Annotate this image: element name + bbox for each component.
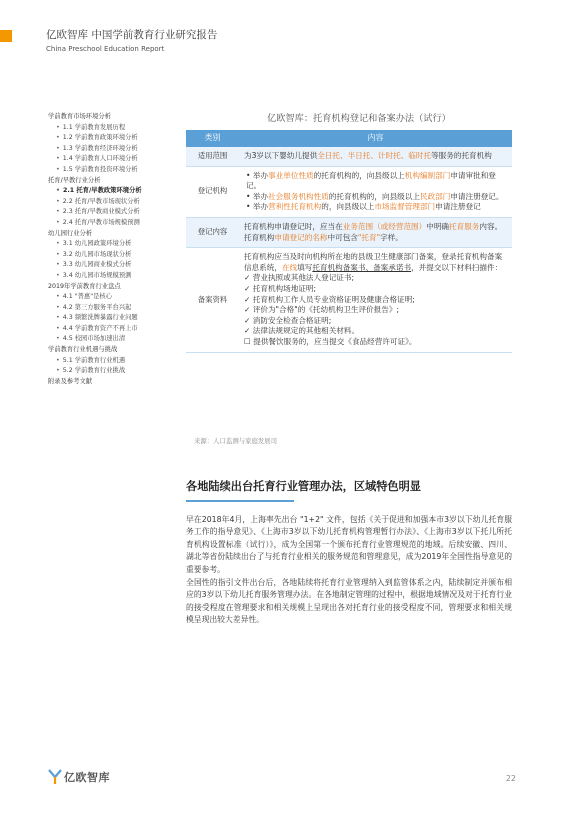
highlighted-text: 社会服务机构性质 bbox=[268, 191, 329, 201]
checklist-item: ✓ 评价为"合格"的《托幼机构卫生评价报告》; bbox=[244, 305, 400, 315]
toc-section[interactable]: 学前教育市场环境分析 bbox=[48, 113, 111, 120]
check-icon: ✓ bbox=[244, 273, 253, 283]
logo-text: 亿欧智库 bbox=[64, 771, 110, 784]
toc-item[interactable]: • 4.2 第三方服务平台兴起 bbox=[48, 303, 176, 314]
highlighted-text: 机构编制部门 bbox=[404, 170, 451, 180]
highlighted-text: 托育服务 bbox=[449, 221, 480, 231]
row-category: 登记内容 bbox=[186, 217, 239, 247]
toc-item[interactable]: • 4.3 频繁洗牌暴露行业问题 bbox=[48, 313, 176, 324]
toc-item[interactable]: • 5.1 学前教育行业机遇 bbox=[48, 356, 176, 367]
toc-item[interactable]: • 4.4 学前教育资产不再上市 bbox=[48, 324, 176, 335]
source-note: 来源：人口监测与家庭发展司 bbox=[194, 437, 278, 445]
section-heading: 各地陆续出台托育行业管理办法，区域特色明显 bbox=[186, 480, 421, 493]
paragraph: 早在2018年4月，上海率先出台 "1+2" 文件，包括《关于促进和加强本市3岁以下幼儿托育服务工作的指导意见》、《上海市3岁以下幼儿托育机构管理暂行办法》、《上海市3岁以下托儿所托育机构设置标准（试行）》，成为全国第一个颁布托育行业管理规范的地域。后续安徽、四川、湖北等省份陆续出台了与托育行业相关的服务规范和管理意见，成为2019年全国性指导意见的重要参考。 bbox=[186, 515, 512, 574]
highlighted-text: 全日托、半日托、计时托、临时托 bbox=[317, 151, 432, 160]
checklist-item: ✓ 法律法规规定的其他相关材料。 bbox=[244, 326, 360, 336]
check-icon: ✓ bbox=[244, 305, 253, 315]
toc-item[interactable]: • 1.5 学前教育投资环境分析 bbox=[48, 165, 176, 176]
row-category: 适用范围 bbox=[186, 147, 239, 166]
toc-item[interactable]: • 1.1 学前教育发展历程 bbox=[48, 123, 176, 134]
row-category: 登记机构 bbox=[186, 166, 239, 217]
column-header-content: 内容 bbox=[239, 130, 512, 147]
row-content bbox=[239, 166, 512, 217]
highlighted-text: 业务范围（或经营范围） bbox=[342, 221, 427, 231]
row-content: 为3岁以下婴幼儿提供全日托、半日托、计时托、临时托等服务的托育机构 bbox=[239, 147, 512, 166]
highlighted-text: 民政部门 bbox=[419, 191, 451, 201]
checklist-item: ✓ 营业执照或其他法人登记证书; bbox=[244, 273, 355, 283]
page-number: 22 bbox=[505, 774, 516, 783]
toc-section[interactable]: 附录及参考文献 bbox=[48, 377, 93, 385]
highlighted-text: 市场监督管理部门 bbox=[374, 202, 436, 212]
toc-item[interactable]: • 3.2 幼儿园市场现状分析 bbox=[48, 250, 176, 261]
toc-item[interactable]: • 2.4 托育/早教市场规模预测 bbox=[48, 218, 176, 229]
table-of-contents bbox=[48, 112, 176, 387]
toc-item[interactable]: • 4.1 "普惠"是核心 bbox=[48, 292, 176, 303]
table-title: 亿欧智库：托育机构登记和备案办法（试行） bbox=[267, 113, 451, 124]
yiou-logo-icon bbox=[48, 769, 62, 785]
table-row-scope bbox=[186, 147, 512, 166]
table-row-content bbox=[186, 217, 512, 247]
column-header-category: 类别 bbox=[186, 130, 239, 147]
check-icon: ✓ bbox=[244, 315, 253, 325]
toc-item[interactable]: • 1.2 学前教育政策环境分析 bbox=[48, 133, 176, 144]
filing-intro: 托育机构应当及时向机构所在地的县级卫生健康部门备案，登录托育机构备案信息系统，在线填写托育机构备案书、备案承诺书，并提交以下材料扫描件： bbox=[244, 252, 503, 272]
paragraph: 全国性的指引文件出台后，各地陆续将托育行业管理纳入到监管体系之内，陆续制定并颁布相应的3岁以下幼儿托育服务管理办法。在各地制定管理的过程中，根据地域情况及对于托育行业的接受程度在管理要求和相关规模上呈现出各对托育行业的接受程度不同，管理要求和相关规模呈现出较大差异性。 bbox=[186, 578, 512, 625]
toc-item[interactable]: • 5.2 学前教育行业挑战 bbox=[48, 366, 176, 377]
bullet-item: • 举办营利性托育机构的，向县级以上市场监督管理部门申请注册登记 bbox=[246, 202, 481, 212]
toc-item[interactable]: • 3.1 幼儿园政策环境分析 bbox=[48, 239, 176, 250]
body-text bbox=[186, 514, 512, 628]
toc-section[interactable]: 2019年学前教育行业盘点 bbox=[48, 282, 121, 290]
highlighted-text: 在线 bbox=[281, 262, 298, 272]
checklist-item: ✓ 托育机构工作人员专业资格证明及健康合格证明; bbox=[244, 294, 415, 304]
highlighted-text: 申请登记的名称 bbox=[274, 232, 328, 242]
check-icon: ✓ bbox=[244, 283, 253, 293]
row-category: 备案资料 bbox=[186, 248, 239, 352]
highlighted-text: "托育" bbox=[357, 232, 381, 242]
bullet-item: • 举办社会服务机构性质的托育机构的，向县级以上民政部门申请注册登记。 bbox=[246, 191, 504, 201]
bullet-item: • 举办事业单位性质的托育机构的，向县级以上机构编制部门申请审批和登记。 bbox=[246, 170, 496, 191]
highlighted-text: 事业单位性质 bbox=[268, 170, 314, 180]
toc-item[interactable]: • 1.3 学前教育经济环境分析 bbox=[48, 144, 176, 155]
toc-section[interactable]: 托育/早教行业分析 bbox=[48, 176, 101, 184]
report-header-subtitle: China Preschool Education Report bbox=[46, 45, 165, 53]
toc-item[interactable]: • 2.1 托育/早教政策环境分析 bbox=[48, 186, 176, 197]
checklist-item: ✓ 消防安全检查合格证明; bbox=[244, 315, 332, 325]
highlighted-text: 营利性托育机构 bbox=[268, 202, 322, 212]
checkbox-icon: ☐ bbox=[244, 336, 251, 346]
heading-divider bbox=[186, 500, 294, 502]
footer-logo bbox=[48, 769, 110, 785]
filing-checklist bbox=[244, 273, 507, 337]
toc-item[interactable]: • 4.5 校园市场加速出清 bbox=[48, 334, 176, 345]
toc-item[interactable]: • 2.2 托育/早教市场现状分析 bbox=[48, 197, 176, 208]
report-header-title: 亿欧智库 中国学前教育行业研究报告 bbox=[46, 29, 218, 41]
check-icon: ✓ bbox=[244, 326, 253, 336]
checklist-item: ✓ 托育机构场地证明; bbox=[244, 283, 317, 293]
toc-item[interactable]: • 3.3 幼儿园商业模式分析 bbox=[48, 260, 176, 271]
toc-item[interactable]: • 2.3 托育/早教商业模式分析 bbox=[48, 207, 176, 218]
table-row-filing bbox=[186, 248, 512, 352]
toc-item[interactable]: • 3.4 幼儿园市场规模预测 bbox=[48, 271, 176, 282]
row-content bbox=[239, 248, 512, 352]
registration-rules-table bbox=[186, 130, 512, 353]
toc-item[interactable]: • 1.4 学前教育人口环境分析 bbox=[48, 154, 176, 165]
checklist-item-last: ☐ 提供餐饮服务的，应当提交《食品经营许可证》。 bbox=[244, 336, 417, 346]
row-content: 托育机构申请登记时，应当在业务范围（或经营范围）中明确托育服务内容。托育机构申请登记的名称中可包含"托育"字样。 bbox=[239, 217, 512, 247]
toc-section[interactable]: 学前教育行业机遇与挑战 bbox=[48, 346, 118, 354]
table-row-registration bbox=[186, 166, 512, 217]
check-icon: ✓ bbox=[244, 294, 253, 304]
header-accent-bar bbox=[0, 30, 12, 42]
underlined-text: 托育机构备案书、备案承诺书 bbox=[312, 262, 412, 272]
toc-section[interactable]: 幼儿园行业分析 bbox=[48, 229, 93, 237]
